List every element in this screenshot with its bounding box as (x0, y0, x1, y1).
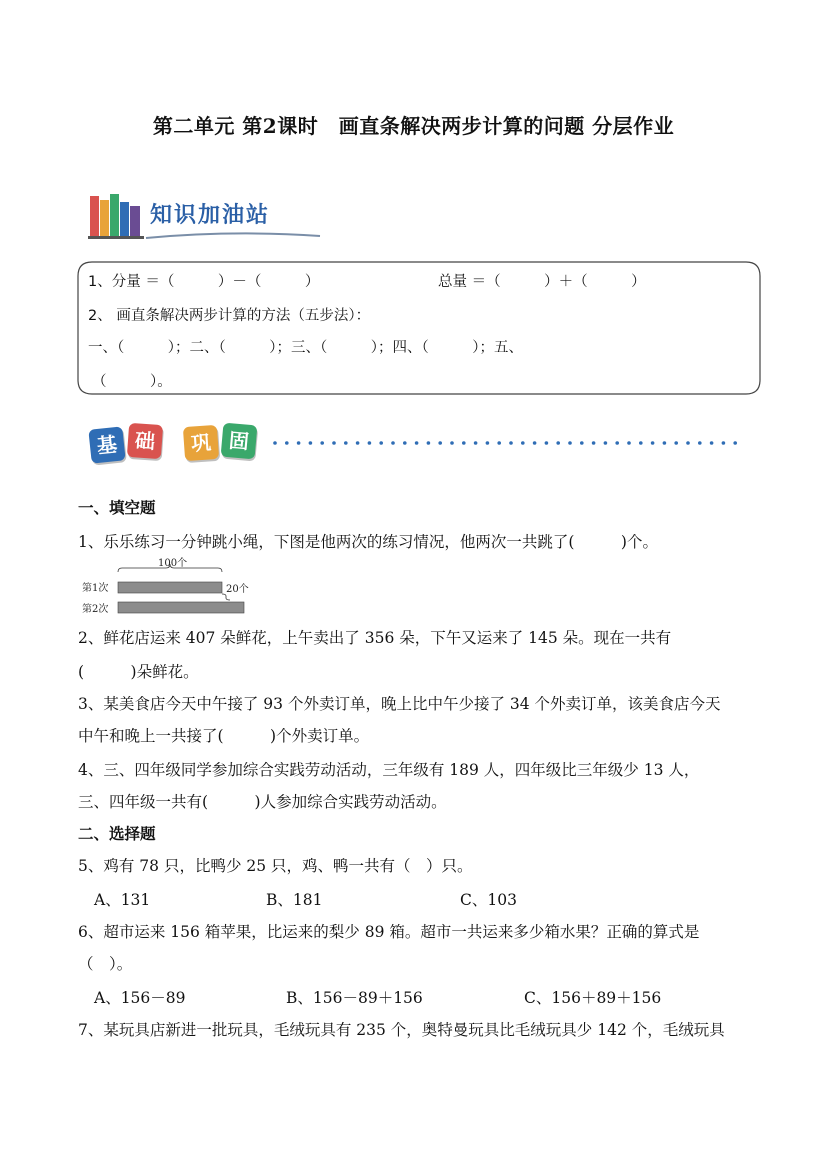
basic-tile-3: 巩 (183, 425, 219, 461)
books-icon (88, 190, 144, 240)
divider-dot (379, 441, 383, 445)
divider-dot (521, 441, 525, 445)
divider-dot (391, 441, 395, 445)
basic-header (88, 418, 268, 472)
divider-dot (651, 441, 655, 445)
knowledge-line-4: （ ）。 (92, 374, 172, 390)
knowledge-line-3: 一、（ ）；二、（ ）；三、（ ）；四、（ ）；五、 (88, 340, 523, 356)
divider-dot (415, 441, 419, 445)
question-5-option-a: A、131 (94, 891, 151, 909)
section-fill-title: 一、填空题 (78, 498, 156, 517)
divider-dot (344, 441, 348, 445)
question-1: 1、乐乐练习一分钟跳小绳，下图是他两次的练习情况，他两次一共跳了( )个。 (78, 533, 658, 551)
knowledge-line-1a: 1、分量 ＝（ ）－（ ） (88, 274, 320, 290)
knowledge-line-1b: 总量 ＝（ ）＋（ ） (438, 274, 646, 290)
knowledge-header (88, 188, 318, 242)
divider-dot (368, 441, 372, 445)
question-6-line-1: 6、超市运来 156 箱苹果，比运来的梨少 89 箱。超市一共运来多少箱水果？正确的算式是 (78, 923, 700, 941)
divider-dot (474, 441, 478, 445)
diagram-label-diff: 20个 (226, 584, 249, 595)
question-2-line-2: ( )朵鲜花。 (78, 663, 199, 681)
question-6-option-a: A、156－89 (94, 989, 186, 1007)
divider-dot (580, 441, 584, 445)
question-7-line-1: 7、某玩具店新进一批玩具，毛绒玩具有 235 个，奥特曼玩具比毛绒玩具少 142 个，毛绒玩具 (78, 1021, 725, 1039)
question-3-line-2: 中午和晚上一共接了( )个外卖订单。 (78, 727, 370, 745)
question-5: 5、鸡有 78 只，比鸭少 25 只，鸡、鸭一共有（ ）只。 (78, 857, 473, 875)
question-3-line-1: 3、某美食店今天中午接了 93 个外卖订单，晚上比中午少接了 34 个外卖订单，该美食店今天 (78, 695, 721, 713)
divider-dot (486, 441, 490, 445)
knowledge-header-text: 知识加油站 (150, 203, 271, 228)
question-6-option-b: B、156－89＋156 (286, 989, 423, 1007)
divider-dot (297, 441, 301, 445)
divider-dot (509, 441, 513, 445)
diagram-bar-1 (118, 582, 222, 593)
divider-dot (627, 441, 631, 445)
divider-dot (438, 441, 442, 445)
divider-dot (285, 441, 289, 445)
basic-tile-2: 础 (127, 423, 163, 459)
divider-dot (615, 441, 619, 445)
dotted-divider (272, 440, 742, 446)
page-title: 第二单元 第2课时 画直条解决两步计算的问题 分层作业 (152, 114, 675, 138)
diagram-bar-2 (118, 602, 244, 613)
diagram-row-1: 第1次 (82, 583, 109, 594)
divider-dot (663, 441, 667, 445)
divider-dot (332, 441, 336, 445)
divider-dot (698, 441, 702, 445)
knowledge-line-2: 2、 画直条解决两步计算的方法（五步法）： (88, 308, 371, 324)
divider-dot (568, 441, 572, 445)
divider-dot (604, 441, 608, 445)
divider-dot (686, 441, 690, 445)
divider-dot (462, 441, 466, 445)
diagram-row-2: 第2次 (82, 604, 109, 615)
divider-dot (710, 441, 714, 445)
divider-dot (592, 441, 596, 445)
divider-dot (356, 441, 360, 445)
basic-tile-1: 基 (88, 426, 125, 463)
divider-dot (403, 441, 407, 445)
divider-dot (320, 441, 324, 445)
question-5-option-b: B、181 (266, 891, 323, 909)
basic-tile-4: 固 (221, 423, 258, 460)
divider-dot (545, 441, 549, 445)
divider-dot (674, 441, 678, 445)
divider-dot (639, 441, 643, 445)
question-4-line-1: 4、三、四年级同学参加综合实践劳动活动，三年级有 189 人，四年级比三年级少 13 人， (78, 761, 700, 779)
jump-rope-diagram (80, 556, 280, 618)
underline-swoosh (144, 230, 324, 242)
section-choice-title: 二、选择题 (78, 824, 156, 843)
divider-dot (556, 441, 560, 445)
question-5-option-c: C、103 (460, 891, 517, 909)
question-6-option-c: C、156＋89＋156 (524, 989, 662, 1007)
question-4-line-2: 三、四年级一共有( )人参加综合实践劳动活动。 (78, 793, 447, 811)
divider-dot (273, 441, 277, 445)
divider-dot (722, 441, 726, 445)
divider-dot (533, 441, 537, 445)
divider-dot (427, 441, 431, 445)
divider-dot (733, 441, 737, 445)
divider-dot (450, 441, 454, 445)
diagram-label-top: 100个 (158, 558, 188, 569)
question-2-line-1: 2、鲜花店运来 407 朵鲜花，上午卖出了 356 朵，下午又运来了 145 朵。现在一共有 (78, 629, 672, 647)
divider-dot (309, 441, 313, 445)
question-6-line-2: （ ）。 (78, 955, 133, 973)
divider-dot (497, 441, 501, 445)
